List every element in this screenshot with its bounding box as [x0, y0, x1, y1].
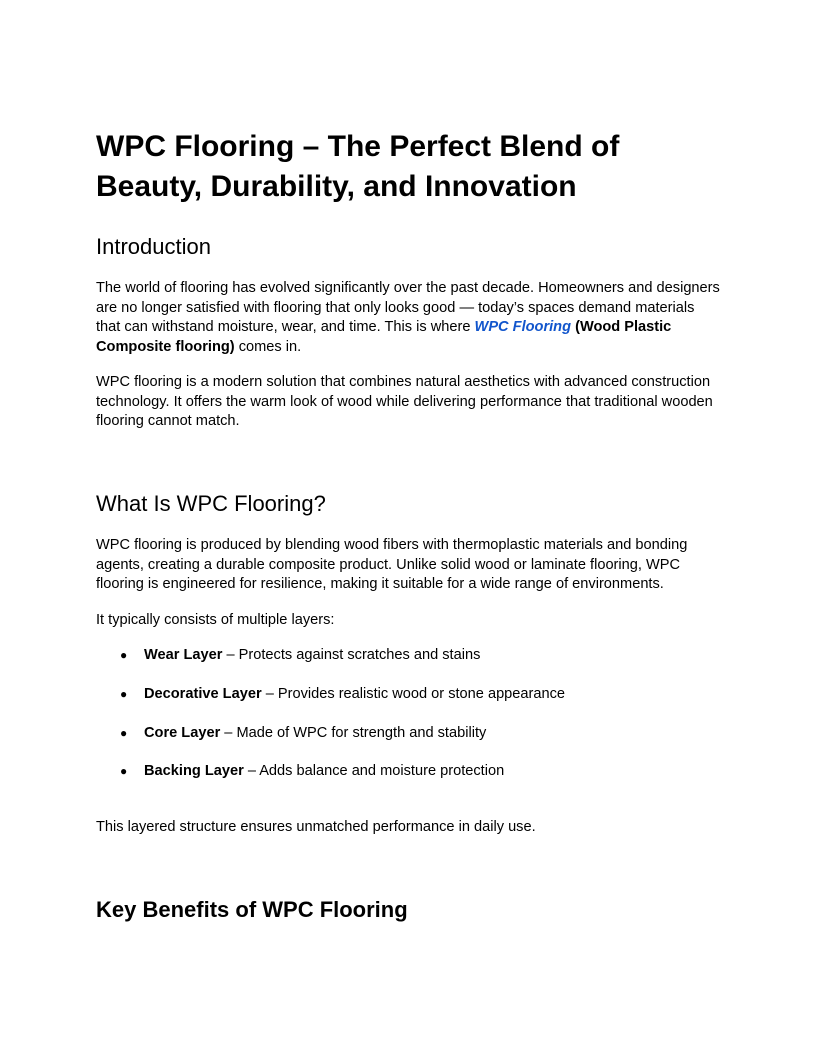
layers-list: [96, 646, 722, 801]
intro-p1-bold: (Wood Plastic Composite flooring): [96, 319, 672, 355]
list-item: [96, 724, 722, 763]
list-item: [96, 646, 722, 685]
layer-desc: – Provides realistic wood or stone appearance: [261, 685, 566, 702]
layer-name: Decorative Layer: [144, 685, 262, 702]
heading-key-benefits: Key Benefits of WPC Flooring: [96, 897, 408, 922]
layer-desc: – Adds balance and moisture protection: [243, 763, 505, 780]
intro-p1-text: The world of flooring has evolved significantly over the past decade. Homeowners and designers are no longer satisfied with flooring that only looks good — today’s spaces demand materials that can withstand moisture, wear, and time. This is where: [96, 280, 720, 336]
bullet-icon: ●: [120, 725, 128, 740]
layer-name: Core Layer: [144, 724, 221, 741]
wpc-flooring-link[interactable]: WPC Flooring: [474, 319, 572, 336]
what-paragraph-3: This layered structure ensures unmatched performance in daily use.: [96, 819, 536, 835]
intro-paragraph-2: WPC flooring is a modern solution that combines natural aesthetics with advanced construction technology. It offers the warm look of wood while delivering performance that traditional wooden flooring cannot match.: [96, 374, 713, 430]
list-item: [96, 762, 722, 801]
what-paragraph-2: It typically consists of multiple layers:: [96, 612, 335, 628]
intro-paragraph-1: [96, 279, 722, 357]
bullet-icon: ●: [120, 764, 128, 779]
layer-name: Backing Layer: [144, 763, 244, 780]
layer-desc: – Made of WPC for strength and stability: [220, 724, 487, 741]
intro-p1-end: comes in.: [234, 338, 302, 355]
layer-desc: – Protects against scratches and stains: [222, 647, 481, 663]
what-paragraph-1: WPC flooring is produced by blending wood fibers with thermoplastic materials and bonding agents, creating a durable composite product. Unlike solid wood or laminate flooring, WPC flooring is engineered for resilience, making it suitable for a wide range of environments.: [96, 537, 688, 593]
page-title: WPC Flooring – The Perfect Blend of Beauty, Durability, and Innovation: [96, 130, 620, 203]
heading-what-is-wpc: What Is WPC Flooring?: [96, 491, 326, 516]
bullet-icon: ●: [120, 686, 128, 701]
heading-introduction: Introduction: [96, 234, 211, 259]
bullet-icon: ●: [120, 648, 128, 662]
layer-name: Wear Layer: [144, 647, 223, 663]
list-item: [96, 685, 722, 724]
